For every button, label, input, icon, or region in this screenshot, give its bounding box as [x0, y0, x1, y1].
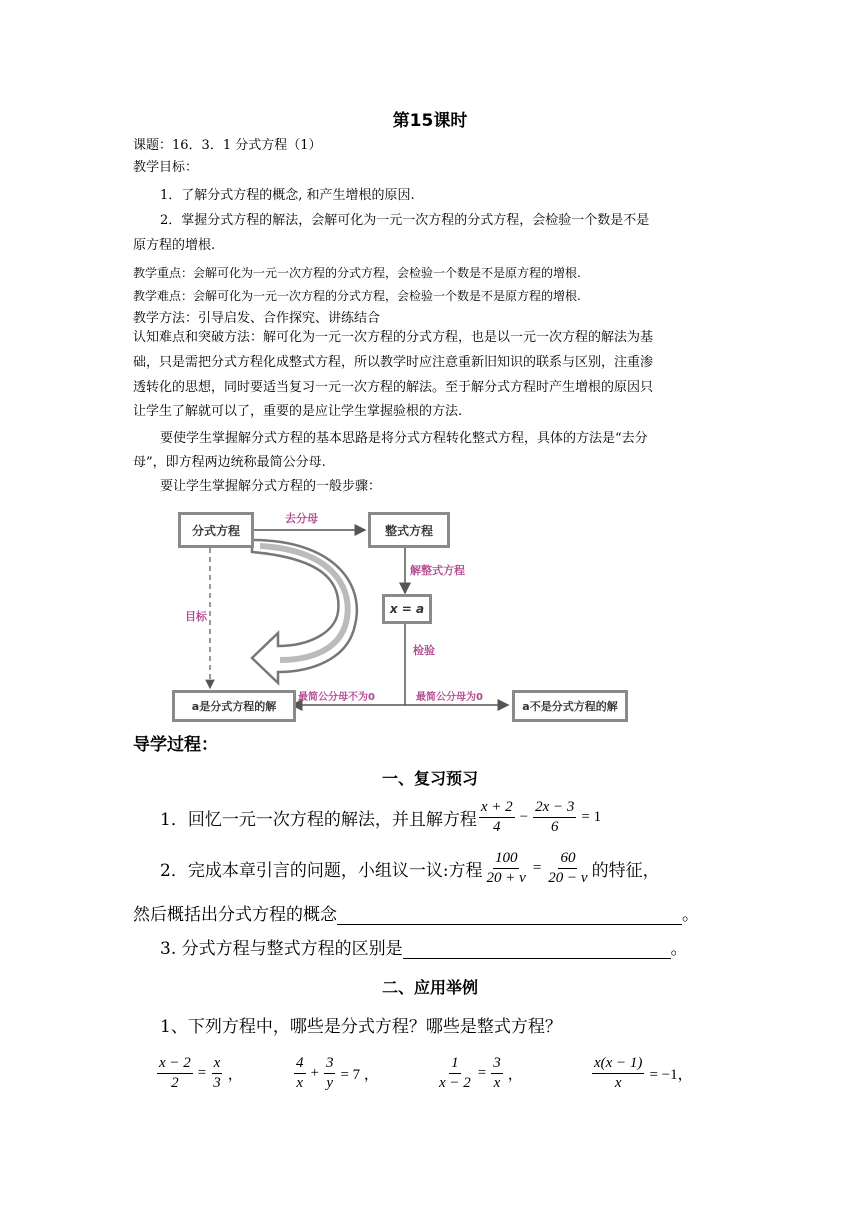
- example-1-text: 1、下列方程中，哪些是分式方程？哪些是整式方程？: [160, 1017, 562, 1037]
- section-review: 一、复习预习: [381, 769, 478, 788]
- question-2-text: 2．完成本章引言的问题，小组议一议:方程: [160, 860, 483, 881]
- equation-tail: = 7 ，: [340, 1066, 379, 1083]
- label-clear-denominator: 去分母: [285, 512, 318, 525]
- answer-blank[interactable]: [337, 908, 682, 925]
- idea-line: 要使学生掌握解分式方程的基本思路是将分式方程转化整式方程，具体的方法是“去分: [160, 431, 648, 446]
- steps-intro: 要让学生掌握解分式方程的一般步骤：: [160, 479, 382, 494]
- fraction-numerator: x(x − 1): [592, 1055, 644, 1074]
- question-1-text: 1．回忆一元一次方程的解法，并且解方程: [160, 809, 477, 830]
- fraction-denominator: 2: [171, 1074, 179, 1091]
- fraction-numerator: 2x − 3: [533, 799, 576, 818]
- fraction-numerator: x: [212, 1055, 223, 1074]
- key-point: 教学重点：会解可化为一元一次方程的分式方程，会检验一个数是不是原方程的增根.: [133, 266, 581, 280]
- example-equation: [155, 1052, 246, 1091]
- equation-1: [477, 799, 604, 835]
- teaching-method: 教学方法：引导启发、合作探究、讲练结合: [133, 311, 381, 326]
- goal-item: 原方程的增根.: [133, 238, 216, 253]
- question-2-line2: [133, 900, 699, 925]
- box-a-is-solution: a是分式方程的解: [172, 690, 296, 722]
- fraction-denominator: x: [614, 1074, 622, 1091]
- label-not-zero: 最简公分母不为0: [298, 692, 375, 703]
- fraction-denominator: y: [326, 1074, 334, 1091]
- breakthrough-line: 透转化的思想，同时要适当复习一元一次方程的解法。至于解分式方程时产生增根的原因只: [133, 380, 654, 395]
- fraction-numerator: 100: [493, 850, 520, 869]
- breakthrough-line: 础，只是需把分式方程化成整式方程，所以教学时应注意重新旧知识的联系与区别，注重渗: [133, 355, 654, 370]
- question-2-line2-text: 然后概括出分式方程的概念: [133, 905, 337, 925]
- question-3-text: 3. 分式方程与整式方程的区别是: [160, 939, 403, 959]
- page-title: 第15课时: [392, 111, 468, 131]
- answer-blank[interactable]: [403, 942, 671, 959]
- period: 。: [670, 939, 688, 959]
- question-2: [160, 846, 660, 890]
- fraction-denominator: x: [493, 1074, 501, 1091]
- equals-sign: =: [532, 859, 542, 876]
- fraction-numerator: 60: [558, 850, 577, 869]
- minus-sign: −: [519, 808, 529, 825]
- box-x-equals-a: x = a: [382, 594, 432, 624]
- fraction-numerator: 4: [294, 1055, 306, 1074]
- solution-flowchart: [160, 500, 640, 730]
- fraction-denominator: 3: [213, 1074, 221, 1091]
- question-3: [160, 934, 688, 959]
- fraction-numerator: 3: [324, 1055, 336, 1074]
- fraction-denominator: 6: [550, 818, 559, 835]
- fraction-denominator: x: [296, 1074, 304, 1091]
- label-goal: 目标: [185, 610, 207, 623]
- box-integral-equation: 整式方程: [368, 512, 450, 548]
- equals-sign: =: [197, 1064, 207, 1081]
- equation-tail: = −1，: [649, 1066, 693, 1083]
- example-equation: [590, 1052, 696, 1091]
- fraction-denominator: 4: [492, 818, 501, 835]
- box-a-not-solution: a不是分式方程的解: [512, 690, 628, 722]
- fraction-numerator: x − 2: [157, 1055, 193, 1074]
- period: 。: [682, 905, 699, 925]
- section-examples: 二、应用举例: [381, 978, 478, 997]
- lesson-topic: 课题：16．3．1 分式方程（1）: [133, 138, 322, 153]
- label-is-zero: 最简公分母为0: [416, 692, 483, 703]
- equation-tail: ，: [227, 1066, 243, 1083]
- box-fractional-equation: 分式方程: [178, 512, 254, 548]
- question-2-tail: 的特征，: [591, 860, 660, 881]
- breakthrough-line: 认知难点和突破方法：解可化为一元一次方程的分式方程，也是以一元一次方程的解法为基: [133, 330, 654, 345]
- fraction-numerator: 3: [491, 1055, 503, 1074]
- goal-item: 2．掌握分式方程的解法，会解可化为一元一次方程的分式方程，会检验一个数是不是: [160, 213, 650, 228]
- idea-line: 母”，即方程两边统称最简公分母.: [133, 455, 326, 470]
- fraction-denominator: x − 2: [439, 1074, 471, 1091]
- fraction-numerator: x + 2: [479, 799, 515, 818]
- goals-label: 教学目标：: [133, 160, 199, 175]
- process-heading: 导学过程：: [133, 735, 218, 755]
- example-equation: [435, 1052, 526, 1091]
- equation-2: [483, 850, 592, 886]
- breakthrough-line: 让学生了解就可以了，重要的是应让学生掌握验根的方法.: [133, 404, 463, 419]
- fraction-denominator: 20 − v: [548, 869, 588, 886]
- fraction-numerator: 1: [449, 1055, 461, 1074]
- plus-sign: +: [310, 1064, 319, 1081]
- difficulty: 教学难点：会解可化为一元一次方程的分式方程，会检验一个数是不是原方程的增根.: [133, 289, 581, 303]
- question-1: [160, 796, 604, 838]
- equals-sign: =: [477, 1064, 487, 1081]
- fraction-denominator: 20 + v: [486, 869, 526, 886]
- goal-item: 1．了解分式方程的概念, 和产生增根的原因.: [160, 188, 415, 203]
- example-equation: [292, 1052, 382, 1091]
- label-check: 检验: [413, 644, 435, 657]
- label-solve-integral: 解整式方程: [410, 564, 465, 577]
- equation-rhs: = 1: [581, 808, 602, 825]
- equation-tail: ，: [507, 1066, 523, 1083]
